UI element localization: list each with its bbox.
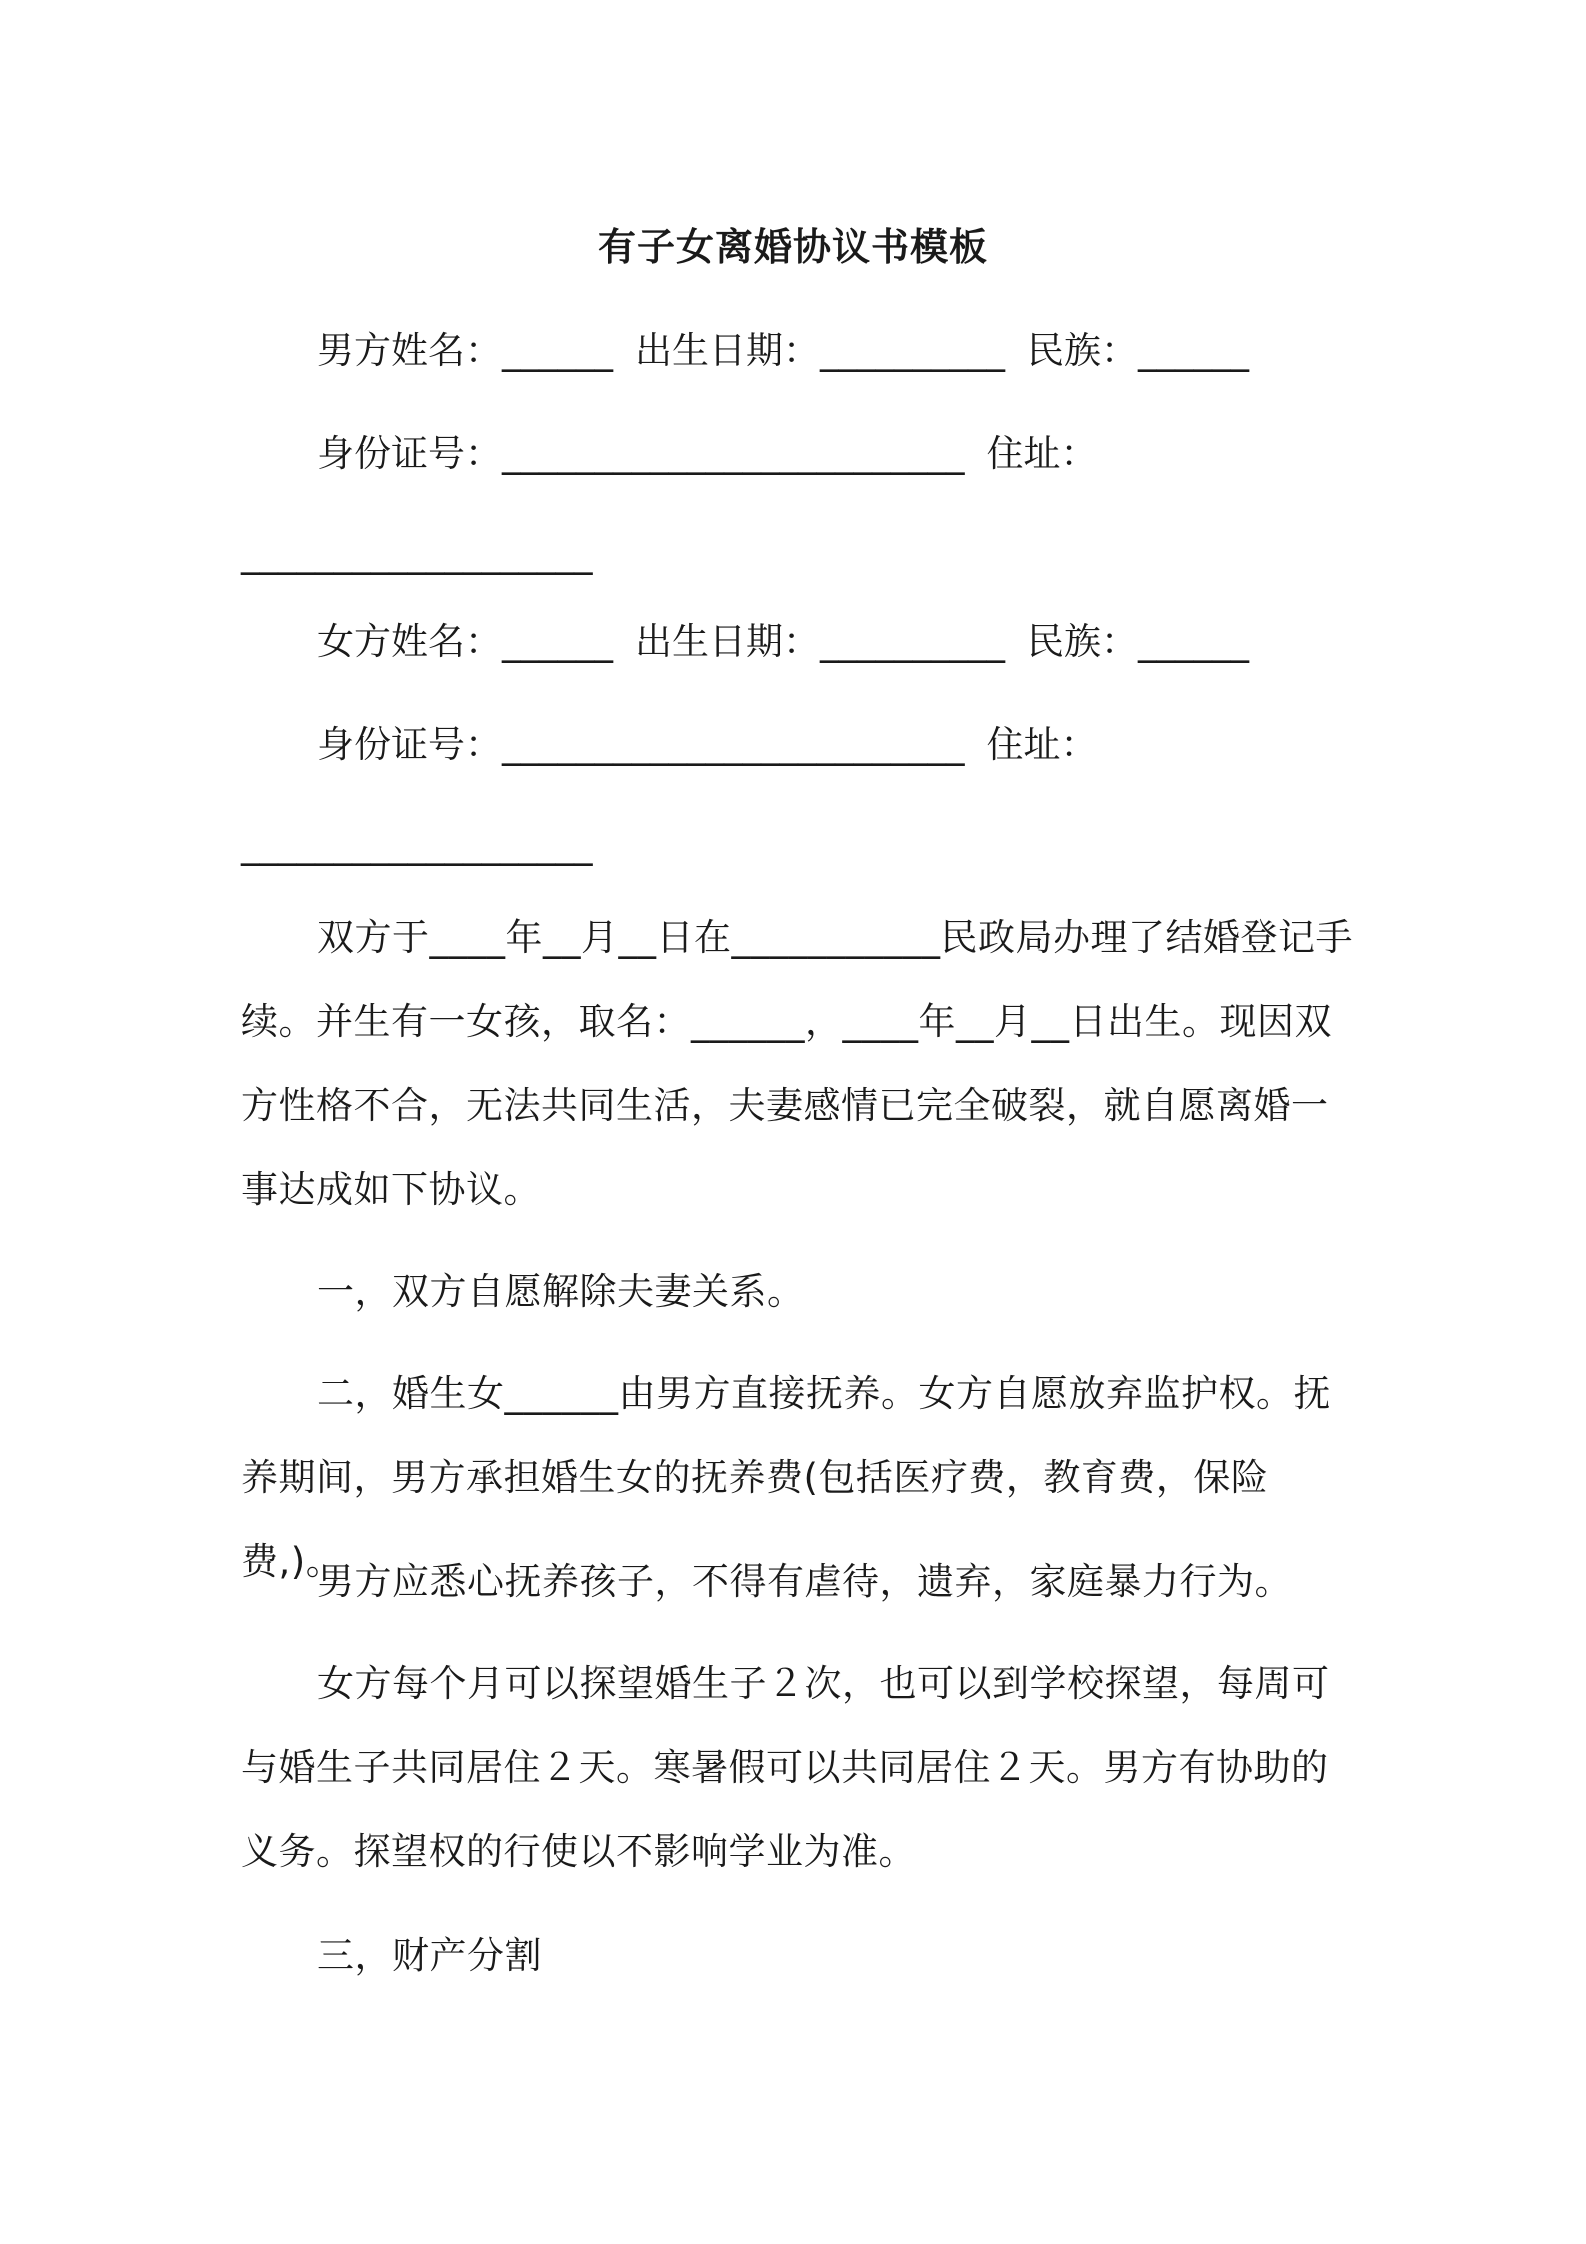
clause-2-care: 男方应悉心抚养孩子，不得有虐待，遗弃，家庭暴力行为。 [317, 1560, 1292, 1603]
male-id-field: 身份证号：_________________________ [317, 432, 965, 475]
male-address-label: 住址： [986, 432, 1098, 475]
clause-2: 二，婚生女______由男方直接抚养。女方自愿放弃监护权。抚养期间，男方承担婚生女的抚养费(包括医疗费，教育费，保险费,)。 [241, 1372, 1331, 1583]
female-address-label: 住址： [986, 723, 1098, 766]
preamble-paragraph: 双方于____年__月__日在___________民政局办理了结婚登记手续。并生有一女孩，取名：______，____年__月__日出生。现因双方性格不合，无法共同生活，夫妻感情已完全破裂，就自愿离婚一事达成如下协议。 [241, 916, 1353, 1211]
clause-3: 三，财产分割 [317, 1934, 542, 1977]
male-ethnicity-field: 民族：______ [1027, 329, 1249, 372]
female-name-field: 女方姓名：______ [317, 620, 613, 663]
female-address-blank: ___________________ [241, 823, 593, 866]
clause-1: 一，双方自愿解除夫妻关系。 [317, 1270, 805, 1313]
male-info-row [317, 327, 1249, 375]
document-title: 有子女离婚协议书模板 [597, 225, 988, 269]
female-id-row [317, 721, 1098, 769]
male-birth-field: 出生日期：__________ [635, 329, 1005, 372]
clause-2-visitation: 女方每个月可以探望婚生子２次，也可以到学校探望，每周可与婚生子共同居住２天。寒暑假可以共同居住２天。男方有协助的义务。探望权的行使以不影响学业为准。 [241, 1662, 1330, 1873]
male-address-blank: ___________________ [241, 532, 593, 575]
female-ethnicity-field: 民族：______ [1027, 620, 1249, 663]
male-name-field: 男方姓名：______ [317, 329, 613, 372]
female-birth-field: 出生日期：__________ [635, 620, 1005, 663]
female-id-field: 身份证号：_________________________ [317, 723, 965, 766]
female-info-row [317, 618, 1249, 666]
male-id-row [317, 430, 1098, 478]
